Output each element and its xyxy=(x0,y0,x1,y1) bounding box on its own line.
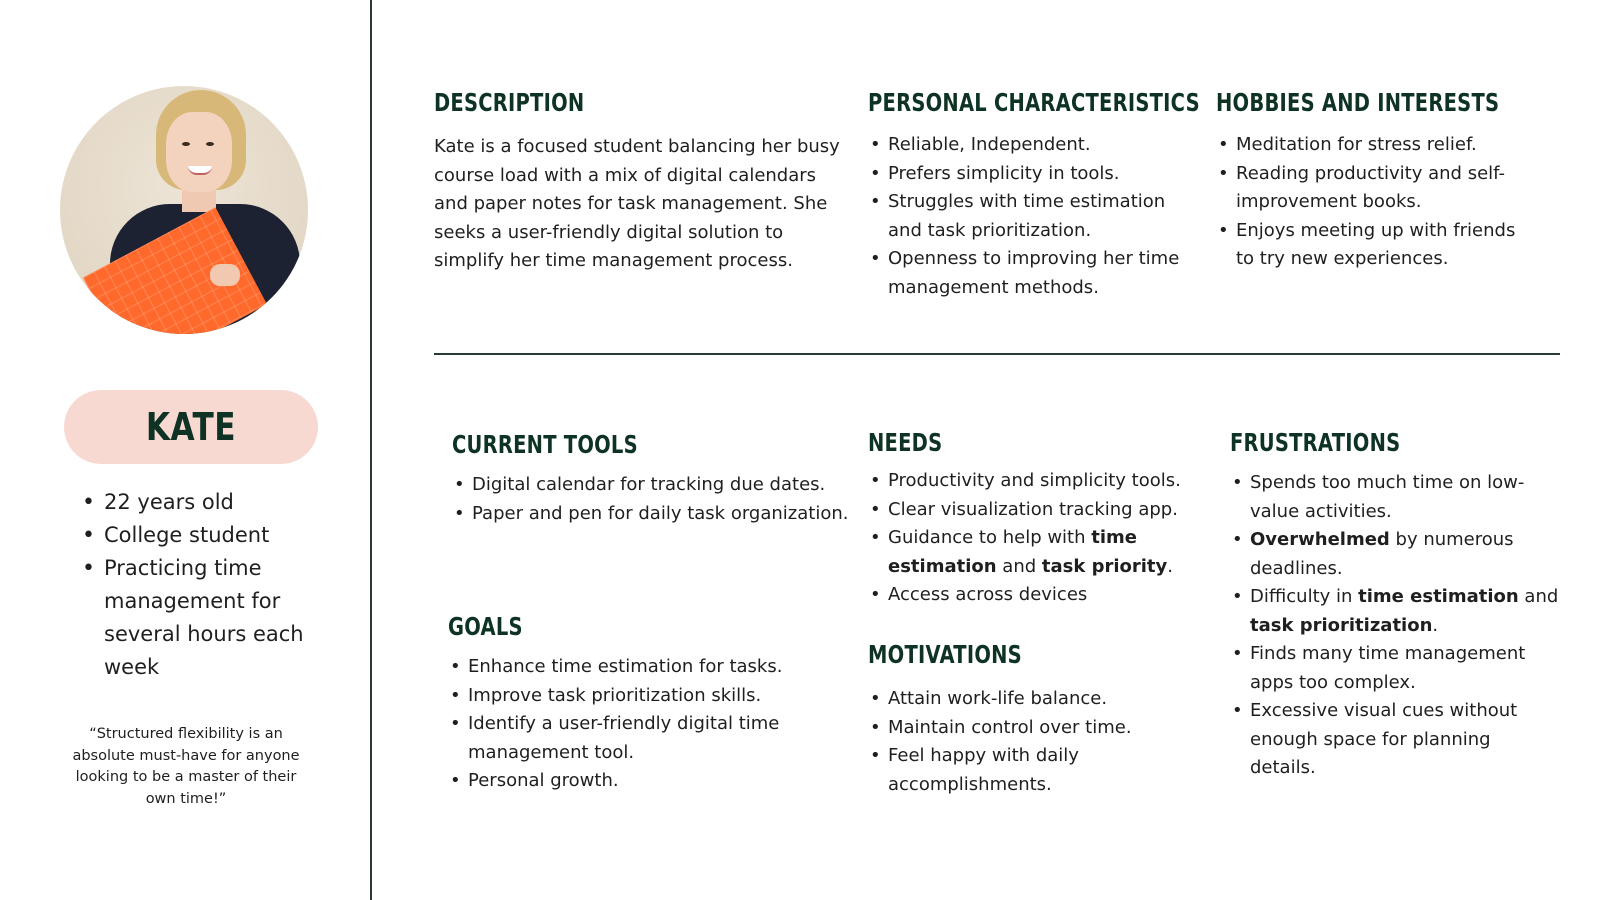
profile-facts xyxy=(82,486,322,684)
list-item: • Excessive visual cues without enough space for planning details. xyxy=(1230,697,1560,783)
list-item: • Meditation for stress relief. xyxy=(1216,131,1536,160)
bold-text: time estimation xyxy=(1358,586,1519,607)
persona-quote: “Structured flexibility is an absolute must-have for anyone looking to be a master of their own time!” xyxy=(72,726,300,807)
section-title: MOTIVATIONS xyxy=(868,640,1022,669)
motivations-section xyxy=(868,640,1208,799)
bullet-list xyxy=(1216,131,1536,274)
list-item: • Access across devices xyxy=(868,581,1208,610)
bullet-list xyxy=(1230,469,1560,783)
section-title: DESCRIPTION xyxy=(434,88,585,117)
list-item: • Attain work-life balance. xyxy=(868,685,1208,714)
horizontal-divider xyxy=(434,353,1560,355)
bullet-list xyxy=(448,653,848,796)
list-item: • Reliable, Independent. xyxy=(868,131,1198,160)
list-item: • Identify a user-friendly digital time management tool. xyxy=(448,710,848,767)
avatar xyxy=(60,86,308,334)
bold-text: Overwhelmed xyxy=(1250,529,1390,550)
list-item: • Prefers simplicity in tools. xyxy=(868,160,1198,189)
description-text: Kate is a focused student balancing her busy course load with a mix of digital calendars and paper notes for task management. She seeks a user-friendly digital solution to simplify her time management process. xyxy=(434,136,840,271)
hobbies-section xyxy=(1216,88,1536,274)
list-item: • Struggles with time estimation and task prioritization. xyxy=(868,188,1198,245)
list-item: • Feel happy with daily accomplishments. xyxy=(868,742,1208,799)
description-section xyxy=(434,88,844,276)
bullet-list xyxy=(868,467,1208,610)
bold-text: task prioritization xyxy=(1250,614,1433,636)
list-item: • Personal growth. xyxy=(448,767,848,796)
list-item: • Enjoys meeting up with friends to try new experiences. xyxy=(1216,217,1536,274)
current-tools-section xyxy=(452,430,852,528)
list-item: • Enhance time estimation for tasks. xyxy=(448,653,848,682)
bold-text: task priority xyxy=(1041,555,1168,577)
text-run: Guidance to help with xyxy=(888,527,1092,548)
text-run: and xyxy=(1518,586,1559,607)
list-item xyxy=(1230,526,1560,583)
text-run: Difficulty in xyxy=(1250,586,1359,607)
list-item: • Productivity and simplicity tools. xyxy=(868,467,1208,496)
list-item: • Spends too much time on low-value activities. xyxy=(1230,469,1560,526)
profile-column xyxy=(0,0,372,900)
bold-text: time estimation xyxy=(888,527,1137,577)
section-title: FRUSTRATIONS xyxy=(1230,428,1401,457)
persona-name: KATE xyxy=(145,405,237,449)
section-title: CURRENT TOOLS xyxy=(452,430,638,459)
list-item: • Finds many time management apps too complex. xyxy=(1230,640,1560,697)
needs-section xyxy=(868,428,1208,610)
list-item: • Paper and pen for daily task organization. xyxy=(452,500,852,529)
name-badge xyxy=(64,390,318,464)
text-run: by numerous deadlines. xyxy=(1250,529,1514,579)
list-item: • Maintain control over time. xyxy=(868,714,1208,743)
frustrations-section xyxy=(1230,428,1560,783)
section-title: HOBBIES AND INTERESTS xyxy=(1216,88,1500,117)
text-run: and xyxy=(996,555,1042,577)
section-title: GOALS xyxy=(448,612,523,641)
list-item xyxy=(1230,583,1560,640)
profile-fact-practice: • Practicing time management for several hours each week xyxy=(82,552,322,684)
list-item xyxy=(868,524,1208,581)
list-item: • Openness to improving her time management methods. xyxy=(868,245,1198,302)
list-item: • Improve task prioritization skills. xyxy=(448,682,848,711)
list-item: • Digital calendar for tracking due dates. xyxy=(452,471,852,500)
profile-fact-age: • 22 years old xyxy=(82,486,322,519)
bullet-list xyxy=(868,685,1208,799)
list-item: • Reading productivity and self-improvement books. xyxy=(1216,160,1536,217)
vertical-divider xyxy=(370,0,372,900)
section-title: PERSONAL CHARACTERISTICS xyxy=(868,88,1200,117)
bullet-list xyxy=(868,131,1198,302)
text-run: . xyxy=(1167,555,1173,577)
personal-characteristics-section xyxy=(868,88,1198,302)
text-run: . xyxy=(1432,614,1439,636)
goals-section xyxy=(448,612,848,796)
section-title: NEEDS xyxy=(868,428,943,457)
list-item: • Clear visualization tracking app. xyxy=(868,496,1208,525)
bullet-list xyxy=(452,471,852,528)
profile-fact-occupation: • College student xyxy=(82,519,322,552)
